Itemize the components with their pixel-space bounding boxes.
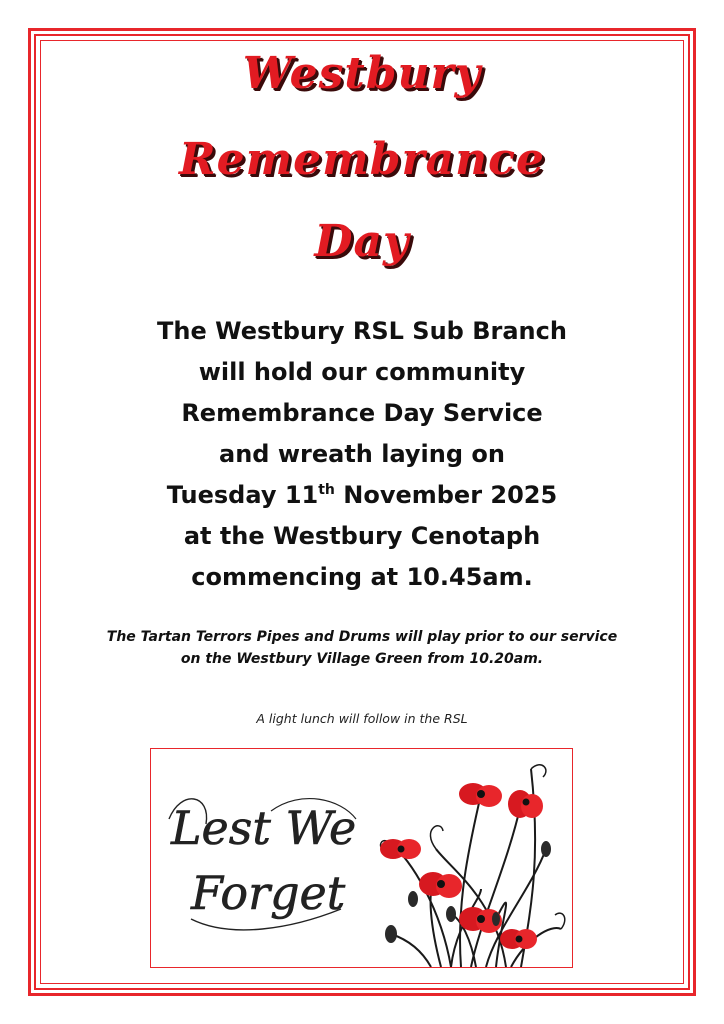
poppy (500, 929, 537, 949)
poppy-flowers-illustration (151, 749, 572, 967)
poppy (508, 790, 543, 818)
pipes-note-line-2: on the Westbury Village Green from 10.20am. (180, 651, 544, 667)
announcement-line-1: The Westbury RSL Sub Branch (157, 317, 567, 345)
announcement (60, 311, 664, 598)
svg-text:Forget: Forget (191, 866, 346, 920)
title-line-3: Day (314, 216, 410, 267)
poppy (380, 839, 421, 859)
lunch-note: A light lunch will follow in the RSL (256, 711, 468, 726)
date-day: Tuesday 11 (166, 481, 319, 509)
svg-text:Lest We: Lest We (171, 801, 357, 855)
title-line-2: Remembrance (179, 134, 545, 185)
poppy (419, 872, 462, 898)
pipes-note-line-1: The Tartan Terrors Pipes and Drums will play prior to our service (106, 629, 618, 645)
pipes-note (50, 626, 674, 670)
announcement-line-6: at the Westbury Cenotaph (183, 522, 541, 550)
lest-we-forget-artwork (150, 748, 573, 968)
date-month-year: November 2025 (334, 481, 558, 509)
poppies (380, 783, 543, 949)
announcement-line-3: Remembrance Day Service (181, 399, 543, 427)
announcement-line-7: commencing at 10.45am. (191, 563, 533, 591)
date-ordinal: th (318, 482, 335, 498)
announcement-line-4: and wreath laying on (219, 440, 505, 468)
title-line-1: Westbury (242, 48, 482, 99)
poppy (459, 783, 502, 807)
announcement-line-5 (60, 475, 664, 516)
lest-we-forget-script (169, 799, 356, 930)
announcement-line-2: will hold our community (198, 358, 526, 386)
